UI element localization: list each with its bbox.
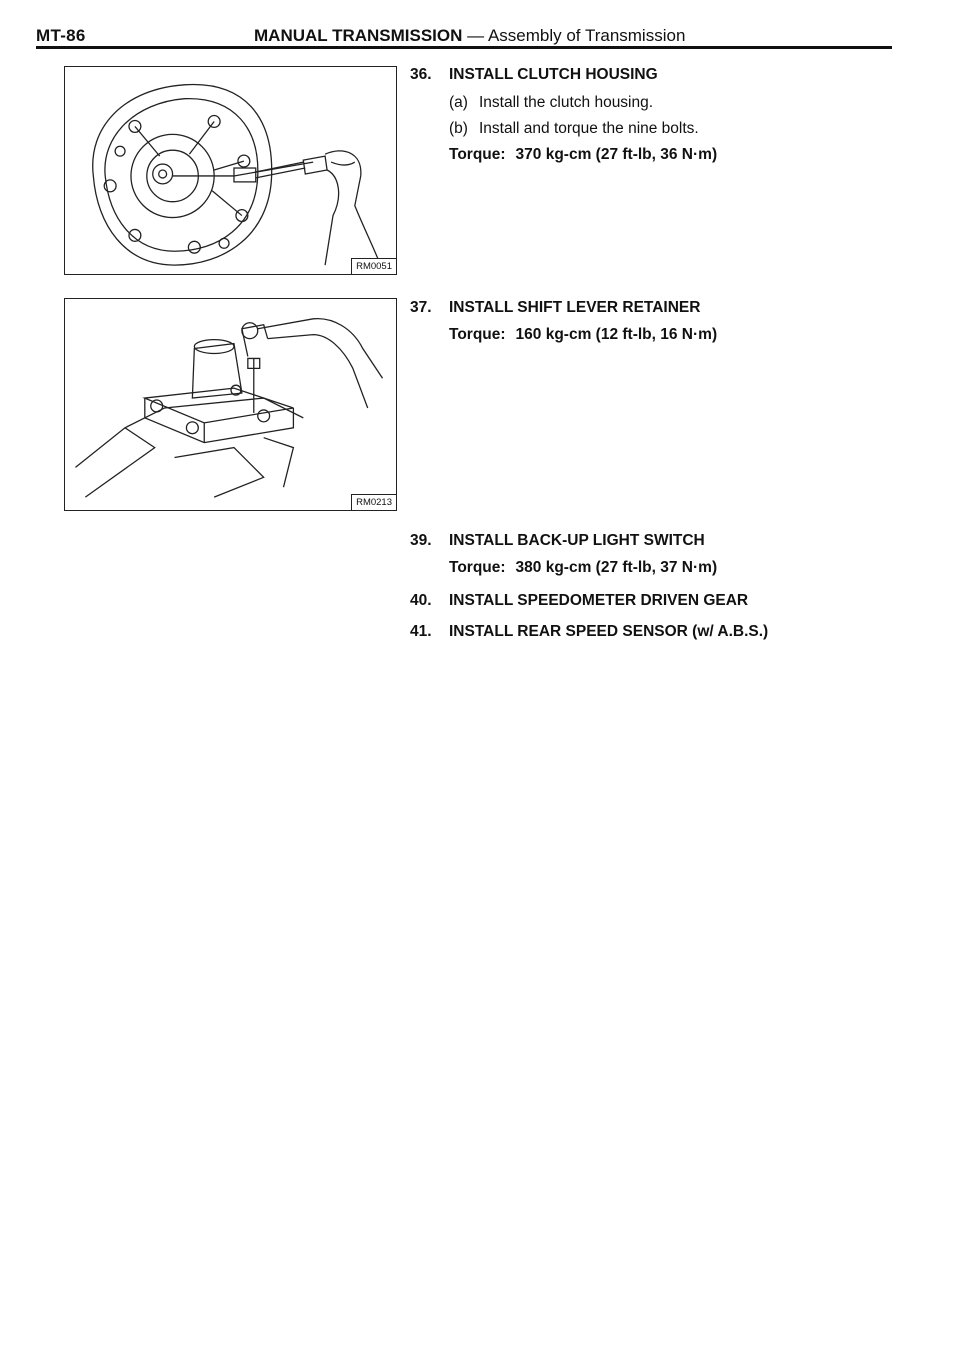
header-rule [36, 46, 892, 49]
substep [449, 94, 653, 112]
substep-text: Install the clutch housing. [479, 94, 654, 111]
figure-code: RM0051 [351, 258, 396, 274]
substep-label: (a) [449, 94, 468, 111]
torque-label: Torque: [449, 146, 506, 163]
torque-spec [449, 326, 717, 344]
step-title: INSTALL SPEEDOMETER DRIVEN GEAR [449, 592, 749, 609]
step-number: 41. [410, 623, 432, 640]
step-number: 40. [410, 592, 432, 609]
step-title: INSTALL REAR SPEED SENSOR (w/ A.B.S.) [449, 623, 769, 640]
page-id: MT-86 [36, 26, 86, 45]
page-title [254, 26, 685, 46]
step-number: 36. [410, 66, 432, 83]
torque-value: 380 kg-cm (27 ft-lb, 37 N·m) [515, 559, 718, 576]
substep-label: (b) [449, 120, 468, 137]
section-title: MANUAL TRANSMISSION [254, 26, 463, 45]
torque-value: 370 kg-cm (27 ft-lb, 36 N·m) [515, 146, 718, 163]
step-title: INSTALL BACK-UP LIGHT SWITCH [449, 532, 705, 549]
page-header [36, 24, 892, 48]
figure-code: RM0213 [351, 494, 396, 510]
torque-spec [449, 559, 717, 577]
subsection-title: — Assembly of Transmission [467, 26, 686, 45]
clutch-housing-illustration [65, 67, 396, 274]
step-title: INSTALL CLUTCH HOUSING [449, 66, 658, 83]
step-number: 37. [410, 299, 432, 316]
step-number: 39. [410, 532, 432, 549]
torque-label: Torque: [449, 559, 506, 576]
substep [449, 120, 699, 138]
figure-clutch-housing [64, 66, 397, 275]
torque-spec [449, 146, 717, 164]
torque-label: Torque: [449, 326, 506, 343]
substep-text: Install and torque the nine bolts. [479, 120, 699, 137]
step-title: INSTALL SHIFT LEVER RETAINER [449, 299, 701, 316]
figure-shift-lever-retainer [64, 298, 397, 511]
torque-value: 160 kg-cm (12 ft-lb, 16 N·m) [515, 326, 718, 343]
shift-lever-retainer-illustration [65, 299, 396, 510]
